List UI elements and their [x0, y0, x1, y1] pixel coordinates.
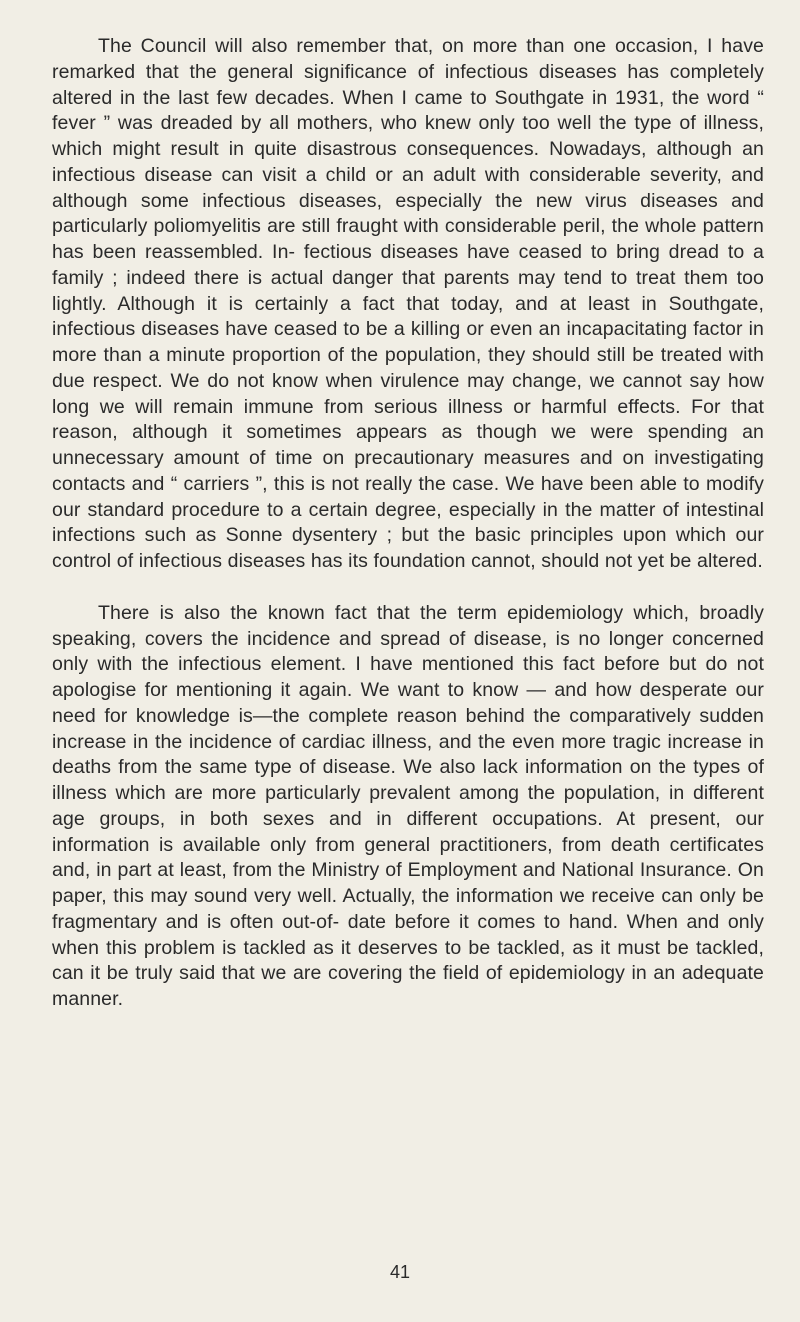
- paragraph-epidemiology: There is also the known fact that the term epidemiology which, broadly speaking, covers the incidence and spread of disease, is no longer concerned only with the infectious element. I have mentioned this fact before but do not apologise for mentioning it again. We want to know — and how desperate our need for knowledge is—the complete reason behind the comparatively sudden increase in the incidence of cardiac illness, and the even more tragic increase in deaths from the same type of disease. We also lack information on the types of illness which are more particularly prevalent among the population, in different age groups, in both sexes and in different occupations. At present, our information is available only from general practitioners, from death certificates and, in part at least, from the Ministry of Employment and National Insurance. On paper, this may sound very well. Actually, the information we receive can only be fragmentary and is often out‑of‑ date before it comes to hand. When and only when this problem is tackled as it deserves to be tackled, as it must be tackled, can it be truly said that we are covering the field of epidemiology in an adequate manner.: [52, 601, 764, 1010]
- document-page: [52, 34, 764, 1013]
- page-number: 41: [389, 1262, 411, 1282]
- paragraph-infectious-diseases: The Council will also remember that, on more than one occasion, I have remarked that the general significance of infectious diseases has completely altered in the last few decades. When I came to Southgate in 1931, the word “ fever ” was dreaded by all mothers, who knew only too well the type of illness, which might result in quite disastrous consequences. Nowadays, although an infectious disease can visit a child or an adult with considerable severity, and although some infectious diseases, especially the new virus diseases and particularly poliomyelitis are still fraught with considerable peril, the whole pattern has been reassembled. In‑ fectious diseases have ceased to bring dread to a family ; indeed there is actual danger that parents may tend to treat them too lightly. Although it is certainly a fact that today, and at least in Southgate, infectious diseases have ceased to be a killing or even an incapacitating factor in more than a minute proportion of the population, they should still be treated with due respect. We do not know when virulence may change, we cannot say how long we will remain immune from serious illness or harmful effects. For that reason, although it sometimes appears as though we were spending an unnecessary amount of time on precautionary measures and on investigating contacts and “ carriers ”, this is not really the case. We have been able to modify our standard procedure to a certain degree, especially in the matter of intestinal infections such as Sonne dysentery ; but the basic principles upon which our control of infectious diseases has its foundation cannot, should not yet be altered.: [52, 35, 764, 572]
